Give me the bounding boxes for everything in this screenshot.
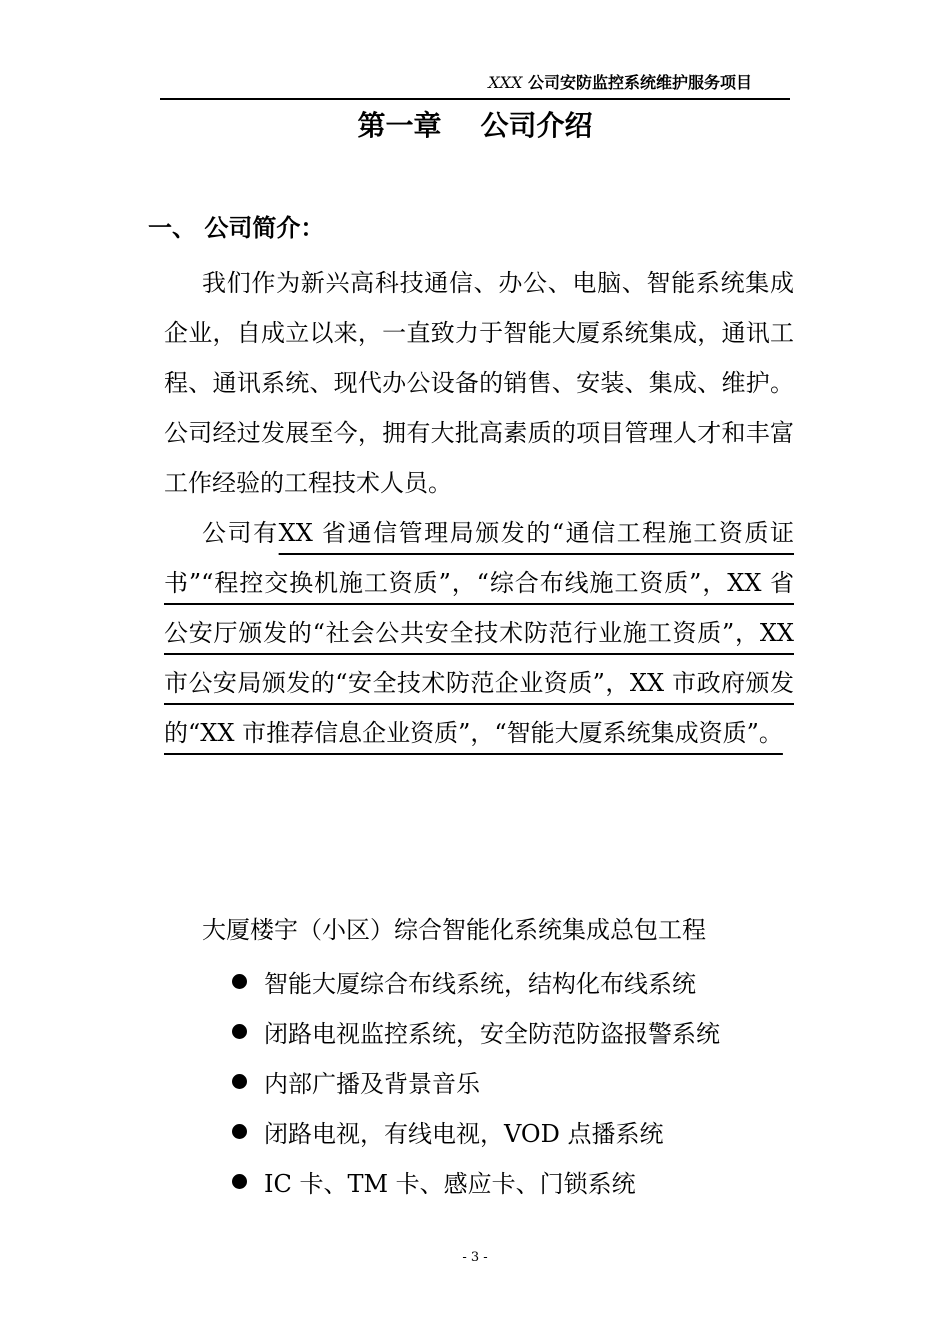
list-item [232, 1106, 720, 1156]
bullet-icon [232, 1174, 247, 1189]
list-item [232, 1006, 720, 1056]
intro-paragraph: 我们作为新兴高科技通信、办公、电脑、智能系统集成企业，自成立以来，一直致力于智能大厦系统集成，通讯工程、通讯系统、现代办公设备的销售、安装、集成、维护。公司经过发展至今，拥有大批高素质的项目管理人才和丰富工作经验的工程技术人员。 [164, 269, 794, 497]
list-item-text: IC 卡、TM 卡、感应卡、门锁系统 [264, 1169, 636, 1198]
services-title: 大厦楼宇（小区）综合智能化系统集成总包工程 [202, 916, 706, 944]
qualifications-lead: 公司有 [202, 519, 279, 547]
list-item [232, 1156, 720, 1206]
list-item-text: 闭路电视监控系统，安全防范防盗报警系统 [264, 1019, 720, 1048]
bullet-icon [232, 1074, 247, 1089]
qualifications-text: XX 省通信管理局颁发的“通信工程施工资质证书”“程控交换机施工资质”，“综合布线施工资质”，XX 省公安厅颁发的“社会公共安全技术防范行业施工资质”，XX 市公安局颁发的“安全技术防范企业资质”，XX 市政府颁发的“XX 市推荐信息企业资质”，“智能大厦系统集成资质”。 [164, 519, 795, 747]
section-heading: 一、 公司简介： [148, 214, 325, 242]
list-item [232, 956, 720, 1006]
qualifications-paragraph [164, 508, 794, 758]
page-number: - 3 - [462, 1250, 488, 1265]
services-list [232, 956, 720, 1206]
list-item-text: 智能大厦综合布线系统，结构化布线系统 [264, 969, 696, 998]
chapter-title: 第一章 公司介绍 [357, 109, 593, 142]
page-header [160, 72, 790, 100]
header-title-prefix: XXX [488, 73, 523, 92]
bullet-icon [232, 1124, 247, 1139]
list-item [232, 1056, 720, 1106]
bullet-icon [232, 974, 247, 989]
list-item-text: 闭路电视，有线电视，VOD 点播系统 [264, 1119, 664, 1148]
header-title [488, 72, 752, 94]
bullet-icon [232, 1024, 247, 1039]
list-item-text: 内部广播及背景音乐 [264, 1069, 480, 1098]
header-title-text: 公司安防监控系统维护服务项目 [522, 73, 752, 92]
